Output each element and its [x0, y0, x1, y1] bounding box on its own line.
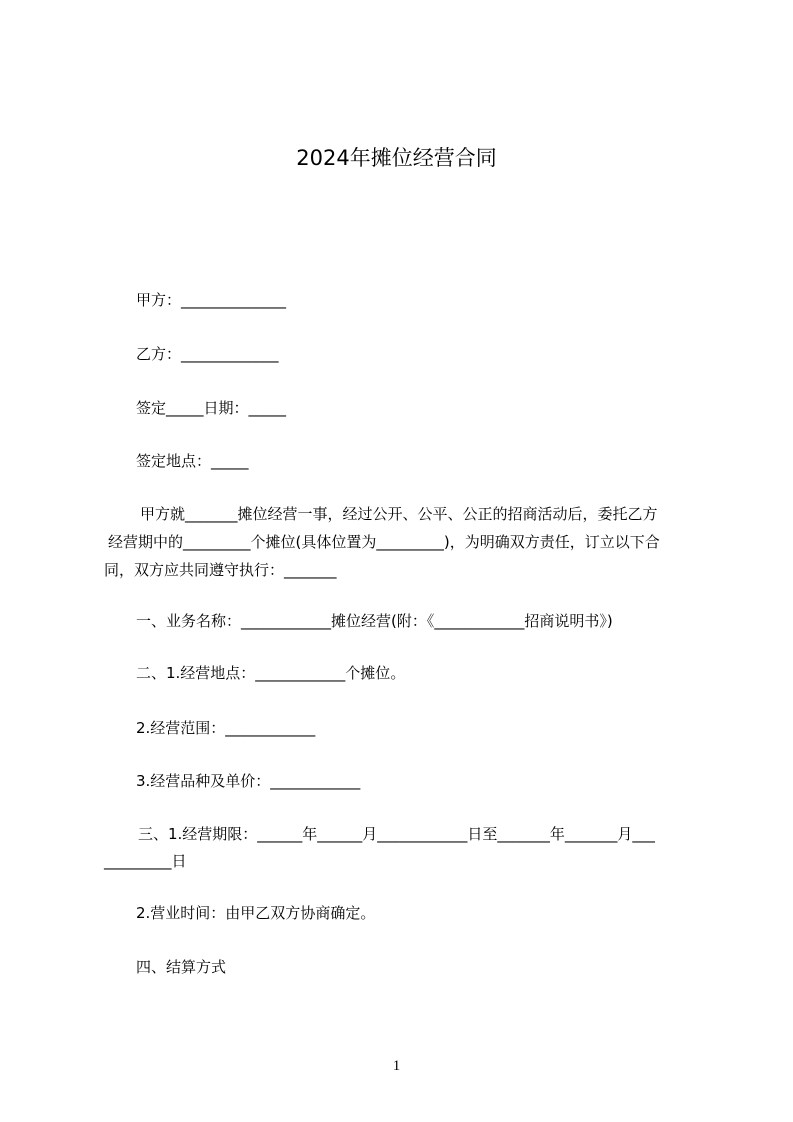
section-2-location: 二、1.经营地点：____________个摊位。	[136, 664, 406, 682]
document-title: 2024年摊位经营合同	[296, 146, 497, 170]
party-a-line: 甲方：______________	[136, 291, 287, 309]
section-2-products-prices: 3.经营品种及单价：____________	[136, 772, 361, 790]
sign-date-line: 签定_____日期：_____	[136, 399, 287, 417]
intro-paragraph-line-2: 经营期中的_________个摊位(具体位置为_________)，为明确双方责任，订立以下合	[108, 533, 660, 551]
section-2-scope: 2.经营范围：____________	[136, 719, 316, 737]
section-3-term-line-1: 三、1.经营期限：______年______月____________日至_______年_______月___	[138, 825, 655, 843]
page-number: 1	[392, 1058, 401, 1074]
intro-paragraph-line-1: 甲方就_______摊位经营一事，经过公开、公平、公正的招商活动后，委托乙方	[140, 505, 658, 523]
section-3-business-hours: 2.营业时间：由甲乙双方协商确定。	[136, 904, 376, 922]
section-3-term-line-2: _________日	[104, 852, 187, 870]
intro-paragraph-line-3: 同，双方应共同遵守执行：_______	[104, 561, 337, 579]
sign-place-line: 签定地点：_____	[136, 452, 249, 470]
party-b-line: 乙方：_____________	[136, 345, 279, 363]
section-4-settlement-heading: 四、结算方式	[136, 958, 227, 976]
section-1-business-name: 一、业务名称：____________摊位经营(附：《____________招商说明书》)	[136, 612, 613, 630]
